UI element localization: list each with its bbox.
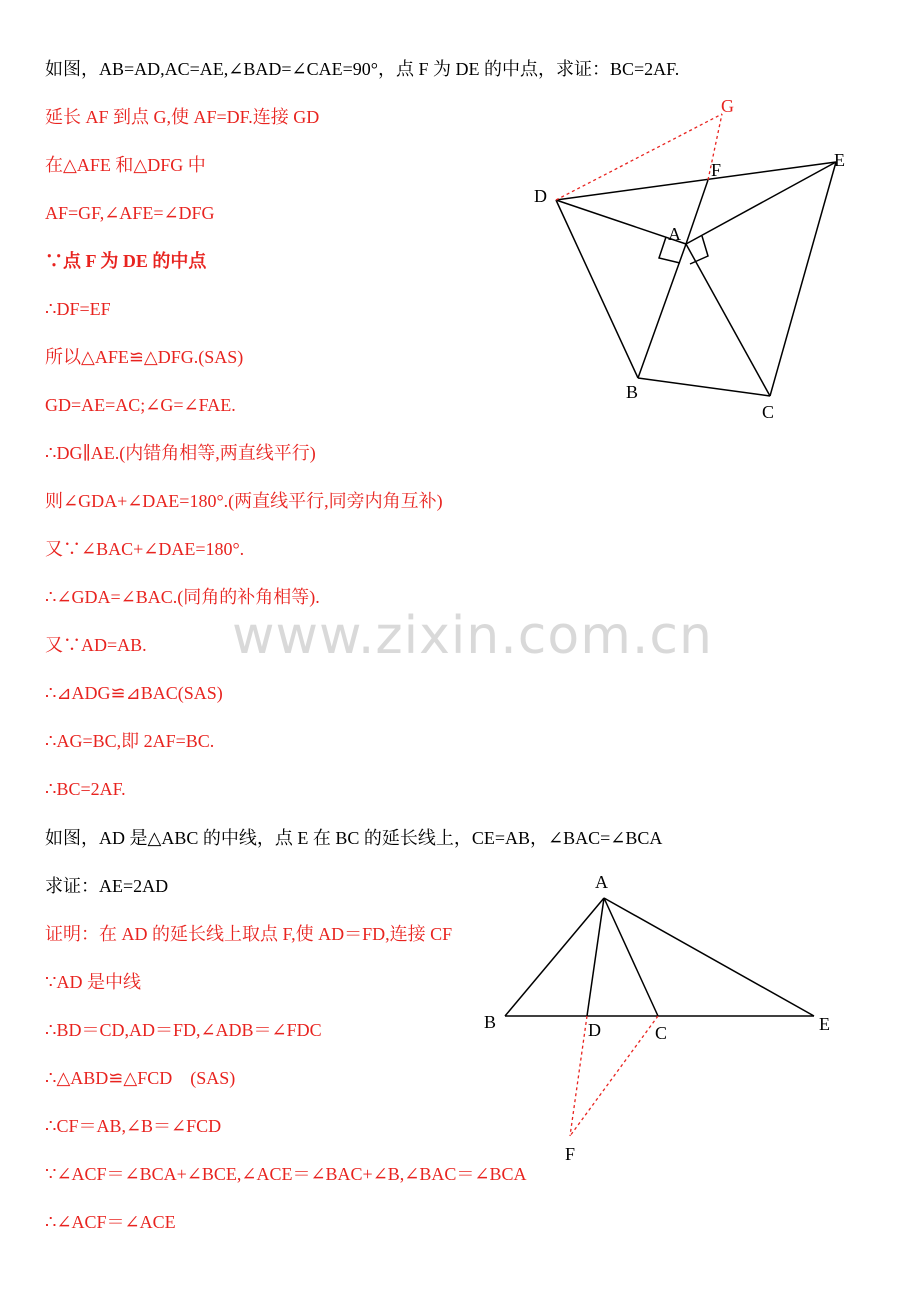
label-C: C <box>762 402 775 422</box>
problem2-step: 证明：在 AD 的延长线上取点 F,使 AD＝FD,连接 CF <box>45 924 453 944</box>
problem2-step: ∴∠ACF＝∠ACE <box>45 1212 176 1232</box>
segment-AE <box>686 162 836 244</box>
problem2-step: ∵∠ACF＝∠BCA+∠BCE,∠ACE＝∠BAC+∠B,∠BAC＝∠BCA <box>45 1164 527 1184</box>
dashed-CF <box>570 1016 658 1136</box>
figure-2 <box>505 898 814 1016</box>
problem1-step: AF=GF,∠AFE=∠DFG <box>45 203 215 223</box>
problem2-step: ∴BD＝CD,AD＝FD,∠ADB＝∠FDC <box>45 1020 322 1040</box>
label-E: E <box>819 1014 830 1034</box>
problem1-step: ∴AG=BC,即 2AF=BC. <box>45 731 215 751</box>
segment-AC <box>686 244 770 396</box>
problem1-step: 又∵∠BAC+∠DAE=180°. <box>45 539 245 559</box>
label-E: E <box>834 150 845 170</box>
problem1-step: ∵点 F 为 DE 的中点 <box>45 251 207 271</box>
problem1-step: ∴DF=EF <box>45 299 111 319</box>
problem1-step: ∴∠GDA=∠BAC.(同角的补角相等). <box>45 587 320 607</box>
figure-2-construction <box>570 1016 658 1136</box>
segment-DE <box>556 162 836 200</box>
dashed-DG <box>556 114 722 200</box>
problem1-step: ∴DG∥AE.(内错角相等,两直线平行) <box>45 443 316 463</box>
label-D: D <box>534 186 547 206</box>
label-G: G <box>721 96 734 116</box>
figure-1-construction <box>556 114 722 200</box>
watermark: www.zixin.com.cn <box>232 606 713 666</box>
segment-AB <box>638 244 686 378</box>
problem1-step: 延长 AF 到点 G,使 AF=DF.连接 GD <box>45 107 320 127</box>
segment-AE <box>604 898 814 1016</box>
label-C: C <box>655 1023 668 1043</box>
figure-1 <box>556 162 836 396</box>
segment-BC <box>638 378 770 396</box>
problem1-step: 又∵AD=AB. <box>45 635 147 655</box>
segment-EC <box>770 162 836 396</box>
problem2-step: ∴△ABD≌△FCD (SAS) <box>45 1068 236 1088</box>
problem1-step: 则∠GDA+∠DAE=180°.(两直线平行,同旁内角互补) <box>45 491 443 511</box>
label-A: A <box>668 224 681 244</box>
problem1-step: GD=AE=AC;∠G=∠FAE. <box>45 395 236 415</box>
problem1-step: 在△AFE 和△DFG 中 <box>45 155 206 175</box>
problem1-step: ∴BC=2AF. <box>45 779 126 799</box>
label-F: F <box>565 1144 576 1164</box>
problem2-step: ∵AD 是中线 <box>45 972 141 992</box>
label-D: D <box>588 1020 601 1040</box>
problem2-statement: 如图，AD 是△ABC 的中线，点 E 在 BC 的延长线上，CE=AB，∠BAC=∠BCA <box>45 828 663 848</box>
segment-DB <box>556 200 638 378</box>
problem1-step: ∴⊿ADG≌⊿BAC(SAS) <box>45 683 223 703</box>
dashed-DF <box>570 1016 587 1136</box>
label-A: A <box>595 872 608 892</box>
segment-AC <box>604 898 658 1016</box>
problem1-step: 所以△AFE≌△DFG.(SAS) <box>45 347 244 367</box>
label-B: B <box>484 1012 497 1032</box>
label-B: B <box>626 382 639 402</box>
problem2-step: ∴CF＝AB,∠B＝∠FCD <box>45 1116 222 1136</box>
problem1-statement: 如图，AB=AD,AC=AE,∠BAD=∠CAE=90°，点 F 为 DE 的中点，求证：BC=2AF. <box>45 59 680 79</box>
problem2-prove: 求证：AE=2AD <box>45 876 169 896</box>
label-F: F <box>711 160 722 180</box>
